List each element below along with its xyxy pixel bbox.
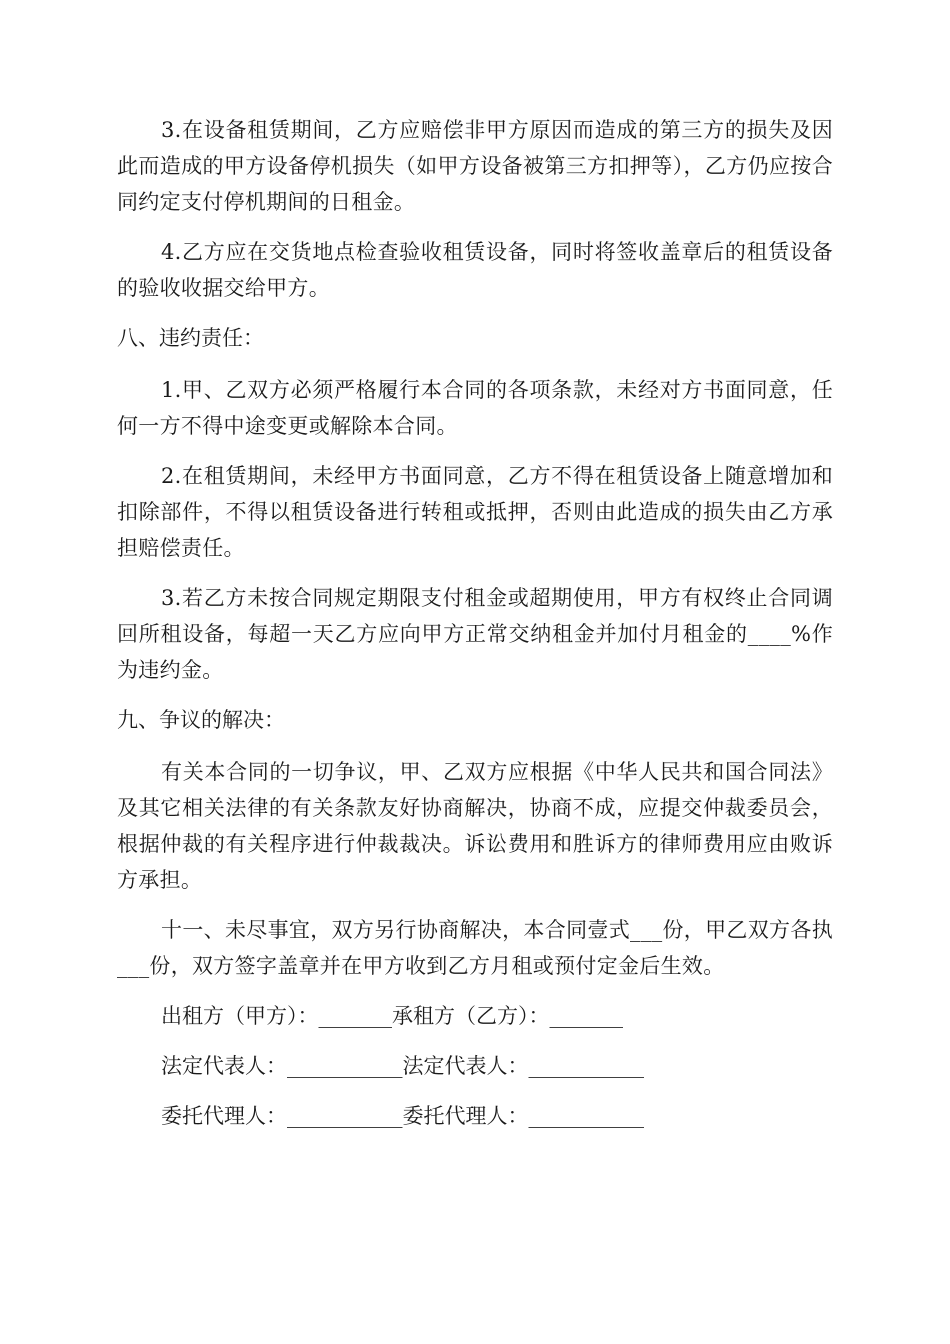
clause-8-1: 1.甲、乙双方必须严格履行本合同的各项条款，未经对方书面同意，任何一方不得中途变更或解除本合同。 — [117, 378, 833, 438]
signature-representative-row — [117, 1048, 833, 1084]
clause-11: 十一、未尽事宜，双方另行协商解决，本合同壹式___份，甲乙双方各执___份，双方签字盖章并在甲方收到乙方月租或预付定金后生效。 — [117, 918, 833, 978]
section-9-heading: 九、争议的解决： — [117, 708, 285, 732]
signature-party-row — [117, 998, 833, 1034]
lessor-label: 出租方（甲方）：_______ — [161, 1004, 392, 1028]
lessee-agent-label: 委托代理人：___________ — [402, 1104, 644, 1128]
lessor-representative-label: 法定代表人：___________ — [161, 1054, 403, 1078]
lessor-agent-label: 委托代理人：___________ — [161, 1104, 403, 1128]
clause-7-4: 4.乙方应在交货地点检查验收租赁设备，同时将签收盖章后的租赁设备的验收收据交给甲方。 — [117, 240, 833, 300]
clause-9: 有关本合同的一切争议，甲、乙双方应根据《中华人民共和国合同法》及其它相关法律的有关条款友好协商解决，协商不成，应提交仲裁委员会，根据仲裁的有关程序进行仲裁裁决。诉讼费用和胜诉方的律师费用应由败诉方承担。 — [117, 760, 833, 892]
clause-8-2: 2.在租赁期间，未经甲方书面同意，乙方不得在租赁设备上随意增加和扣除部件，不得以租赁设备进行转租或抵押，否则由此造成的损失由乙方承担赔偿责任。 — [117, 464, 833, 560]
contract-page — [117, 112, 833, 1148]
section-8-heading: 八、违约责任： — [117, 326, 264, 350]
lessee-label: 承租方（乙方）：_______ — [392, 1004, 623, 1028]
lessee-representative-label: 法定代表人：___________ — [402, 1054, 644, 1078]
clause-8-3: 3.若乙方未按合同规定期限支付租金或超期使用，甲方有权终止合同调回所租设备，每超一天乙方应向甲方正常交纳租金并加付月租金的____%作为违约金。 — [117, 586, 833, 682]
signature-agent-row — [117, 1098, 833, 1134]
clause-7-3: 3.在设备租赁期间，乙方应赔偿非甲方原因而造成的第三方的损失及因此而造成的甲方设备停机损失（如甲方设备被第三方扣押等），乙方仍应按合同约定支付停机期间的日租金。 — [117, 118, 833, 214]
